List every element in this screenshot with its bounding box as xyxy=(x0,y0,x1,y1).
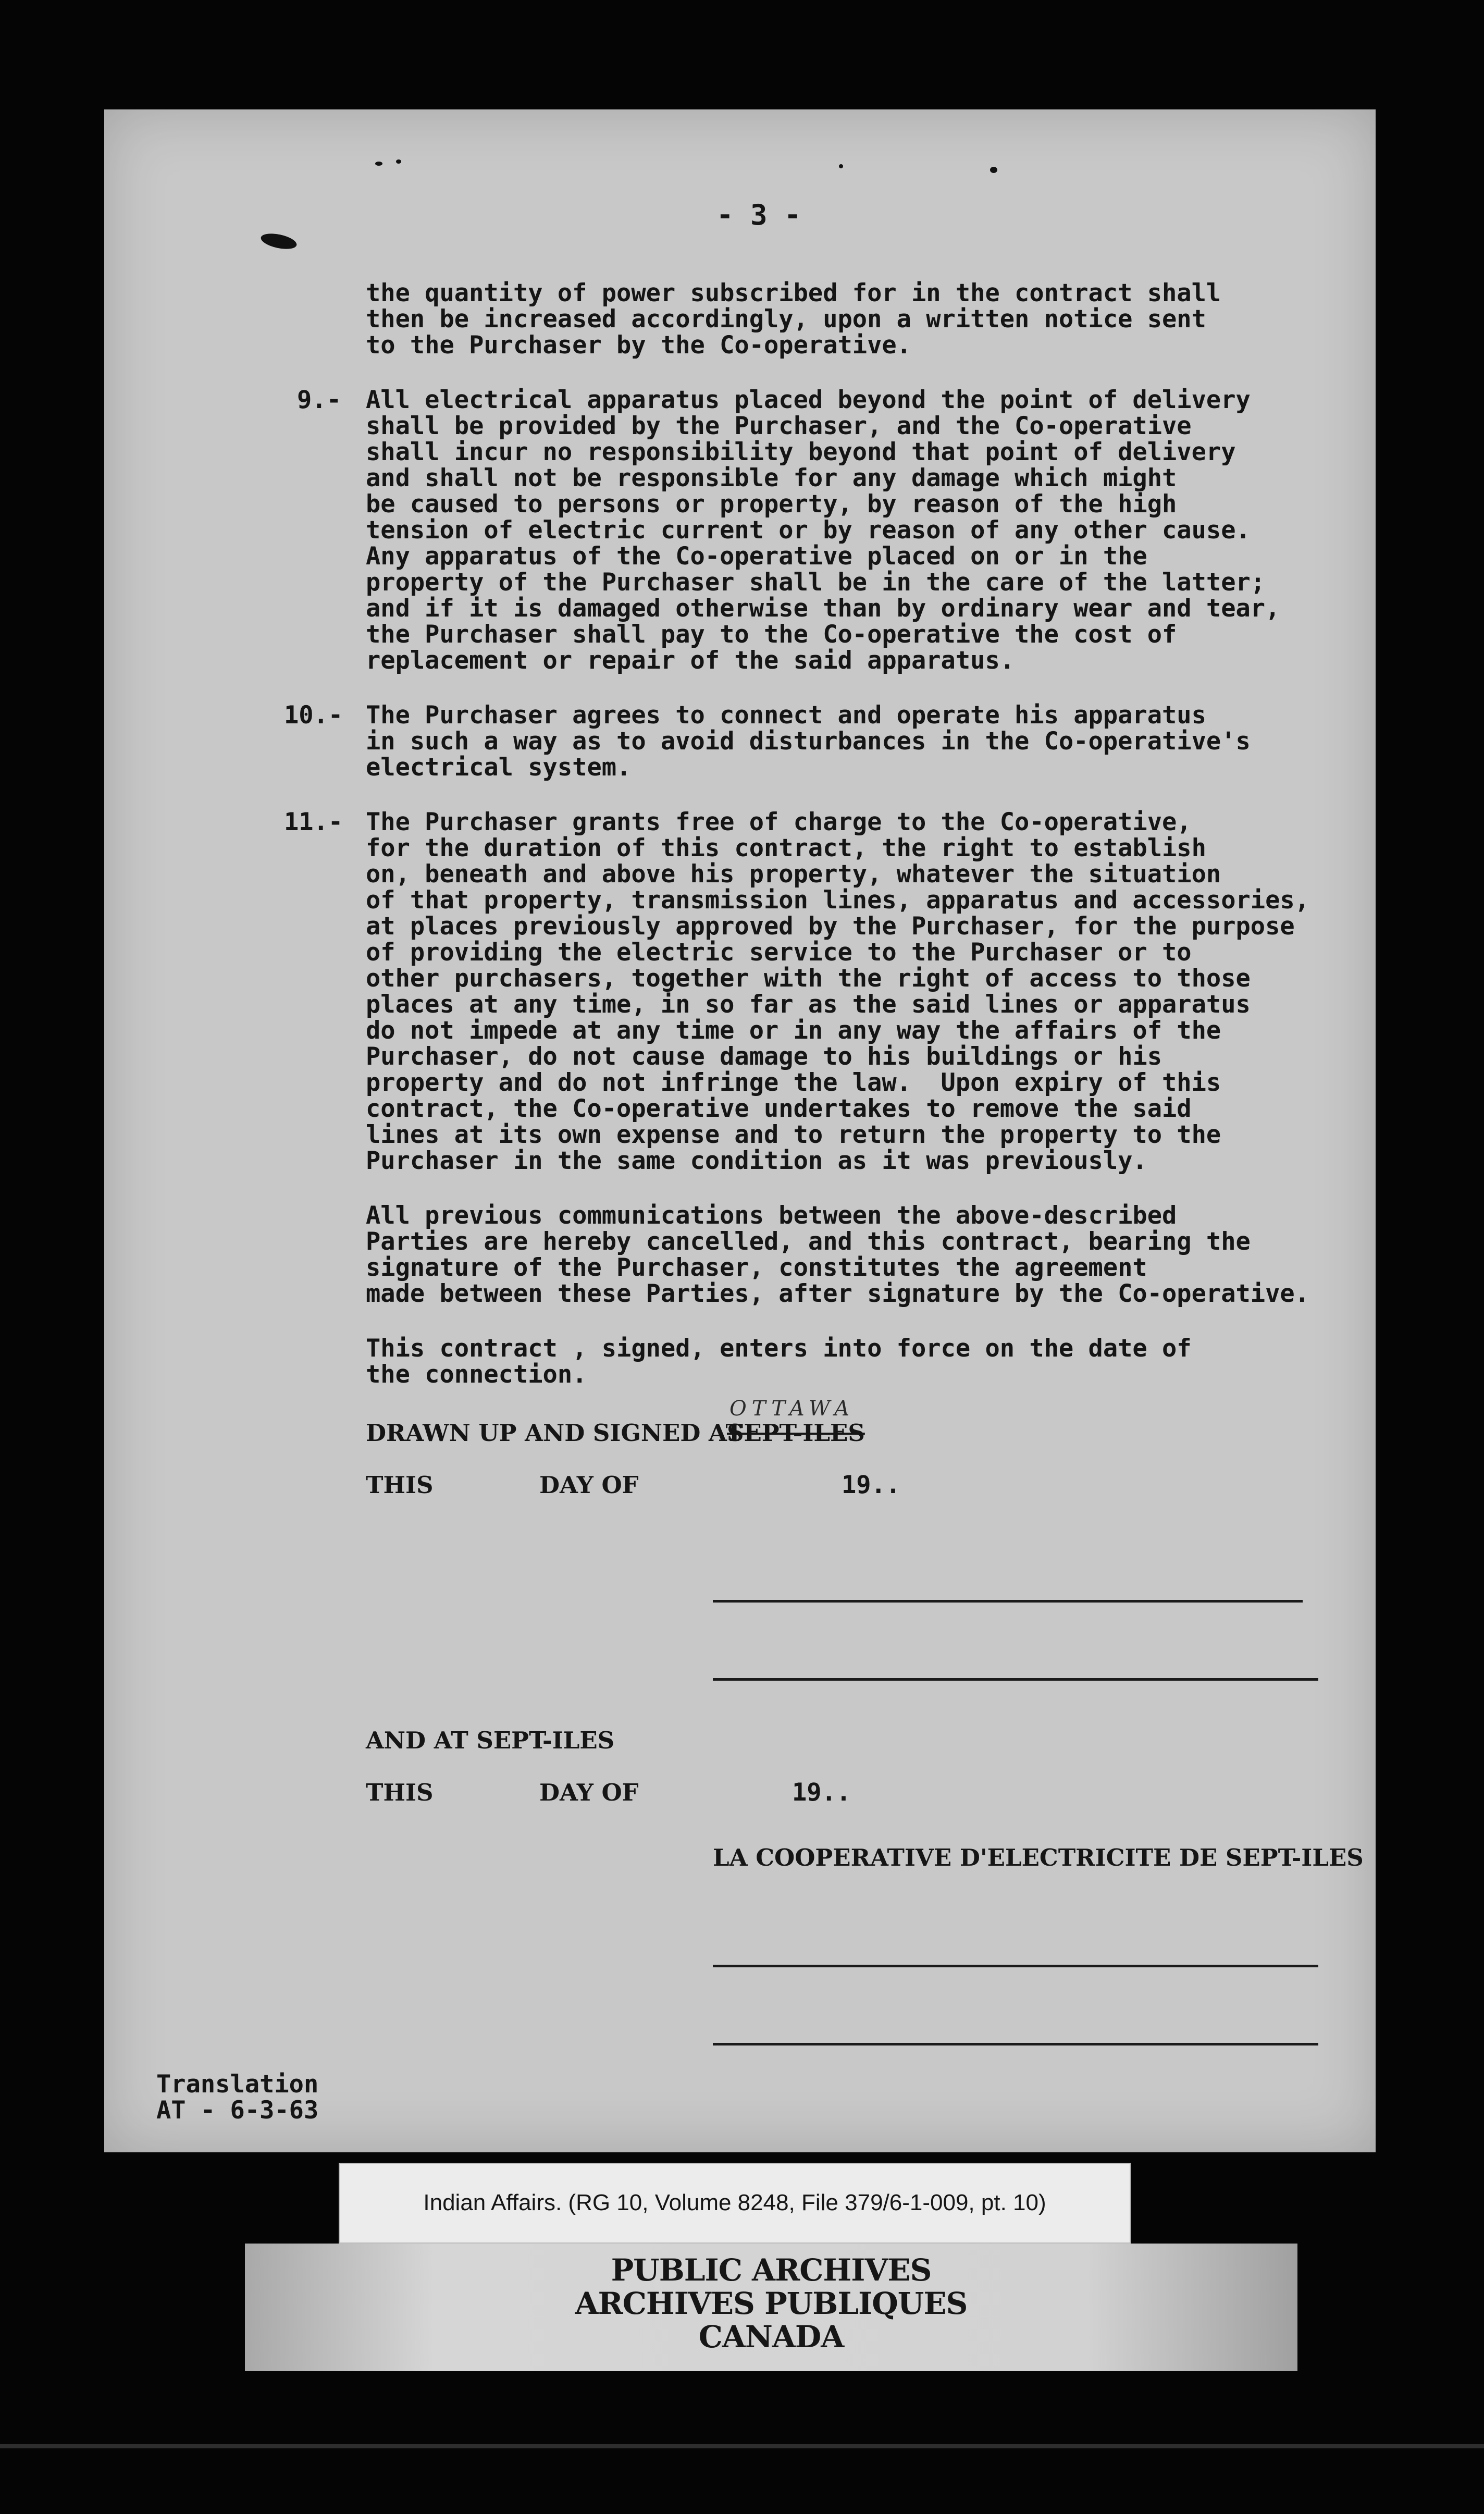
archive-stamp-line-2: ARCHIVES PUBLIQUES xyxy=(575,2286,968,2321)
paragraph-10-line: The Purchaser agrees to connect and operate his apparatus xyxy=(366,701,1206,730)
paragraph-9-line: and if it is damaged otherwise than by ordinary wear and tear, xyxy=(366,594,1280,623)
translation-code: AT - 6-3-63 xyxy=(156,2096,319,2125)
year-label-1: 19.. xyxy=(842,1471,901,1499)
paragraph-11-line: on, beneath and above his property, whatever the situation xyxy=(366,860,1221,889)
archive-reference-text: Indian Affairs. (RG 10, Volume 8248, File 379/6-1-009, pt. 10) xyxy=(423,2190,1046,2215)
paragraph-11-line: The Purchaser grants free of charge to the Co-operative, xyxy=(366,808,1192,836)
handwritten-place: OTTAWA xyxy=(729,1397,855,1421)
intro-line: to the Purchaser by the Co-operative. xyxy=(366,331,911,360)
paragraph-9-line: Any apparatus of the Co-operative placed on or in the xyxy=(366,542,1147,571)
paragraph-9-number: 9.- xyxy=(297,386,341,414)
paragraph-9-line: shall be provided by the Purchaser, and the Co-operative xyxy=(366,412,1192,440)
speck-mark xyxy=(259,231,298,252)
document-page xyxy=(104,109,1376,2152)
archive-stamp xyxy=(245,2244,1297,2371)
paragraph-9-line: tension of electric current or by reason of any other cause. xyxy=(366,516,1251,545)
speck-mark xyxy=(990,167,997,173)
speck-mark xyxy=(396,159,401,164)
page-number: - 3 - xyxy=(716,199,801,231)
archive-reference-label xyxy=(339,2163,1131,2244)
force-line: This contract , signed, enters into force on the date of xyxy=(366,1334,1192,1363)
this-label-1: THIS xyxy=(366,1471,434,1499)
paragraph-9-line: be caused to persons or property, by reason of the high xyxy=(366,490,1177,519)
paragraph-9-line: replacement or repair of the said apparatus. xyxy=(366,646,1015,675)
signature-line-coop-2 xyxy=(713,2043,1318,2045)
day-of-label-2: DAY OF xyxy=(539,1779,639,1806)
scan-edge-line xyxy=(0,2444,1484,2448)
paragraph-11-line: lines at its own expense and to return the property to the xyxy=(366,1120,1221,1149)
signature-line-purchaser-2 xyxy=(713,1678,1318,1681)
previous-comms-line: Parties are hereby cancelled, and this contract, bearing the xyxy=(366,1227,1251,1256)
intro-line: the quantity of power subscribed for in the contract shall xyxy=(366,279,1221,307)
paragraph-11-line: contract, the Co-operative undertakes to remove the said xyxy=(366,1094,1192,1123)
paragraph-11-line: Purchaser in the same condition as it was previously. xyxy=(366,1147,1147,1175)
paragraph-11-line: of that property, transmission lines, apparatus and accessories, xyxy=(366,886,1309,915)
drawn-up-place: SEPT-ILES xyxy=(727,1419,865,1447)
paragraph-11-line: for the duration of this contract, the right to establish xyxy=(366,834,1206,862)
paragraph-10-number: 10.- xyxy=(284,701,343,730)
paragraph-11-number: 11.- xyxy=(284,808,343,836)
paragraph-9-line: property of the Purchaser shall be in the care of the latter; xyxy=(366,568,1266,597)
paragraph-11-line: Purchaser, do not cause damage to his buildings or his xyxy=(366,1042,1163,1071)
paragraph-11-line: do not impede at any time or in any way the affairs of the xyxy=(366,1016,1221,1045)
force-line: the connection. xyxy=(366,1360,587,1389)
paragraph-10-line: electrical system. xyxy=(366,753,632,782)
archive-stamp-line-3: CANADA xyxy=(698,2319,844,2355)
paragraph-9-line: and shall not be responsible for any damage which might xyxy=(366,464,1177,492)
paragraph-9-line: All electrical apparatus placed beyond the point of delivery xyxy=(366,386,1251,414)
day-of-label-1: DAY OF xyxy=(539,1471,639,1499)
paragraph-11-line: places at any time, in so far as the said lines or apparatus xyxy=(366,990,1251,1019)
previous-comms-line: All previous communications between the above-described xyxy=(366,1201,1177,1230)
drawn-up-label: DRAWN UP AND SIGNED AT xyxy=(366,1419,743,1447)
speck-mark xyxy=(839,164,843,168)
paragraph-11-line: other purchasers, together with the right of access to those xyxy=(366,964,1251,993)
cooperative-name: LA COOPERATIVE D'ELECTRICITE DE SEPT-ILES xyxy=(713,1844,1364,1871)
translation-note: Translation xyxy=(156,2070,319,2099)
paragraph-10-line: in such a way as to avoid disturbances in the Co-operative's xyxy=(366,727,1251,756)
paragraph-9-line: shall incur no responsibility beyond that point of delivery xyxy=(366,438,1236,466)
year-label-2: 19.. xyxy=(792,1778,851,1807)
intro-line: then be increased accordingly, upon a written notice sent xyxy=(366,305,1206,334)
speck-mark xyxy=(375,162,382,166)
and-at-label: AND AT SEPT-ILES xyxy=(366,1727,615,1754)
previous-comms-line: made between these Parties, after signature by the Co-operative. xyxy=(366,1279,1309,1308)
paragraph-11-line: of providing the electric service to the Purchaser or to xyxy=(366,938,1192,967)
paragraph-11-line: property and do not infringe the law. Upon expiry of this xyxy=(366,1068,1221,1097)
paragraph-9-line: the Purchaser shall pay to the Co-operative the cost of xyxy=(366,620,1177,649)
paragraph-11-line: at places previously approved by the Purchaser, for the purpose xyxy=(366,912,1295,941)
signature-line-coop-1 xyxy=(713,1965,1318,1967)
signature-line-purchaser-1 xyxy=(713,1600,1303,1603)
previous-comms-line: signature of the Purchaser, constitutes the agreement xyxy=(366,1253,1147,1282)
archive-stamp-line-1: PUBLIC ARCHIVES xyxy=(611,2252,932,2288)
this-label-2: THIS xyxy=(366,1779,434,1806)
